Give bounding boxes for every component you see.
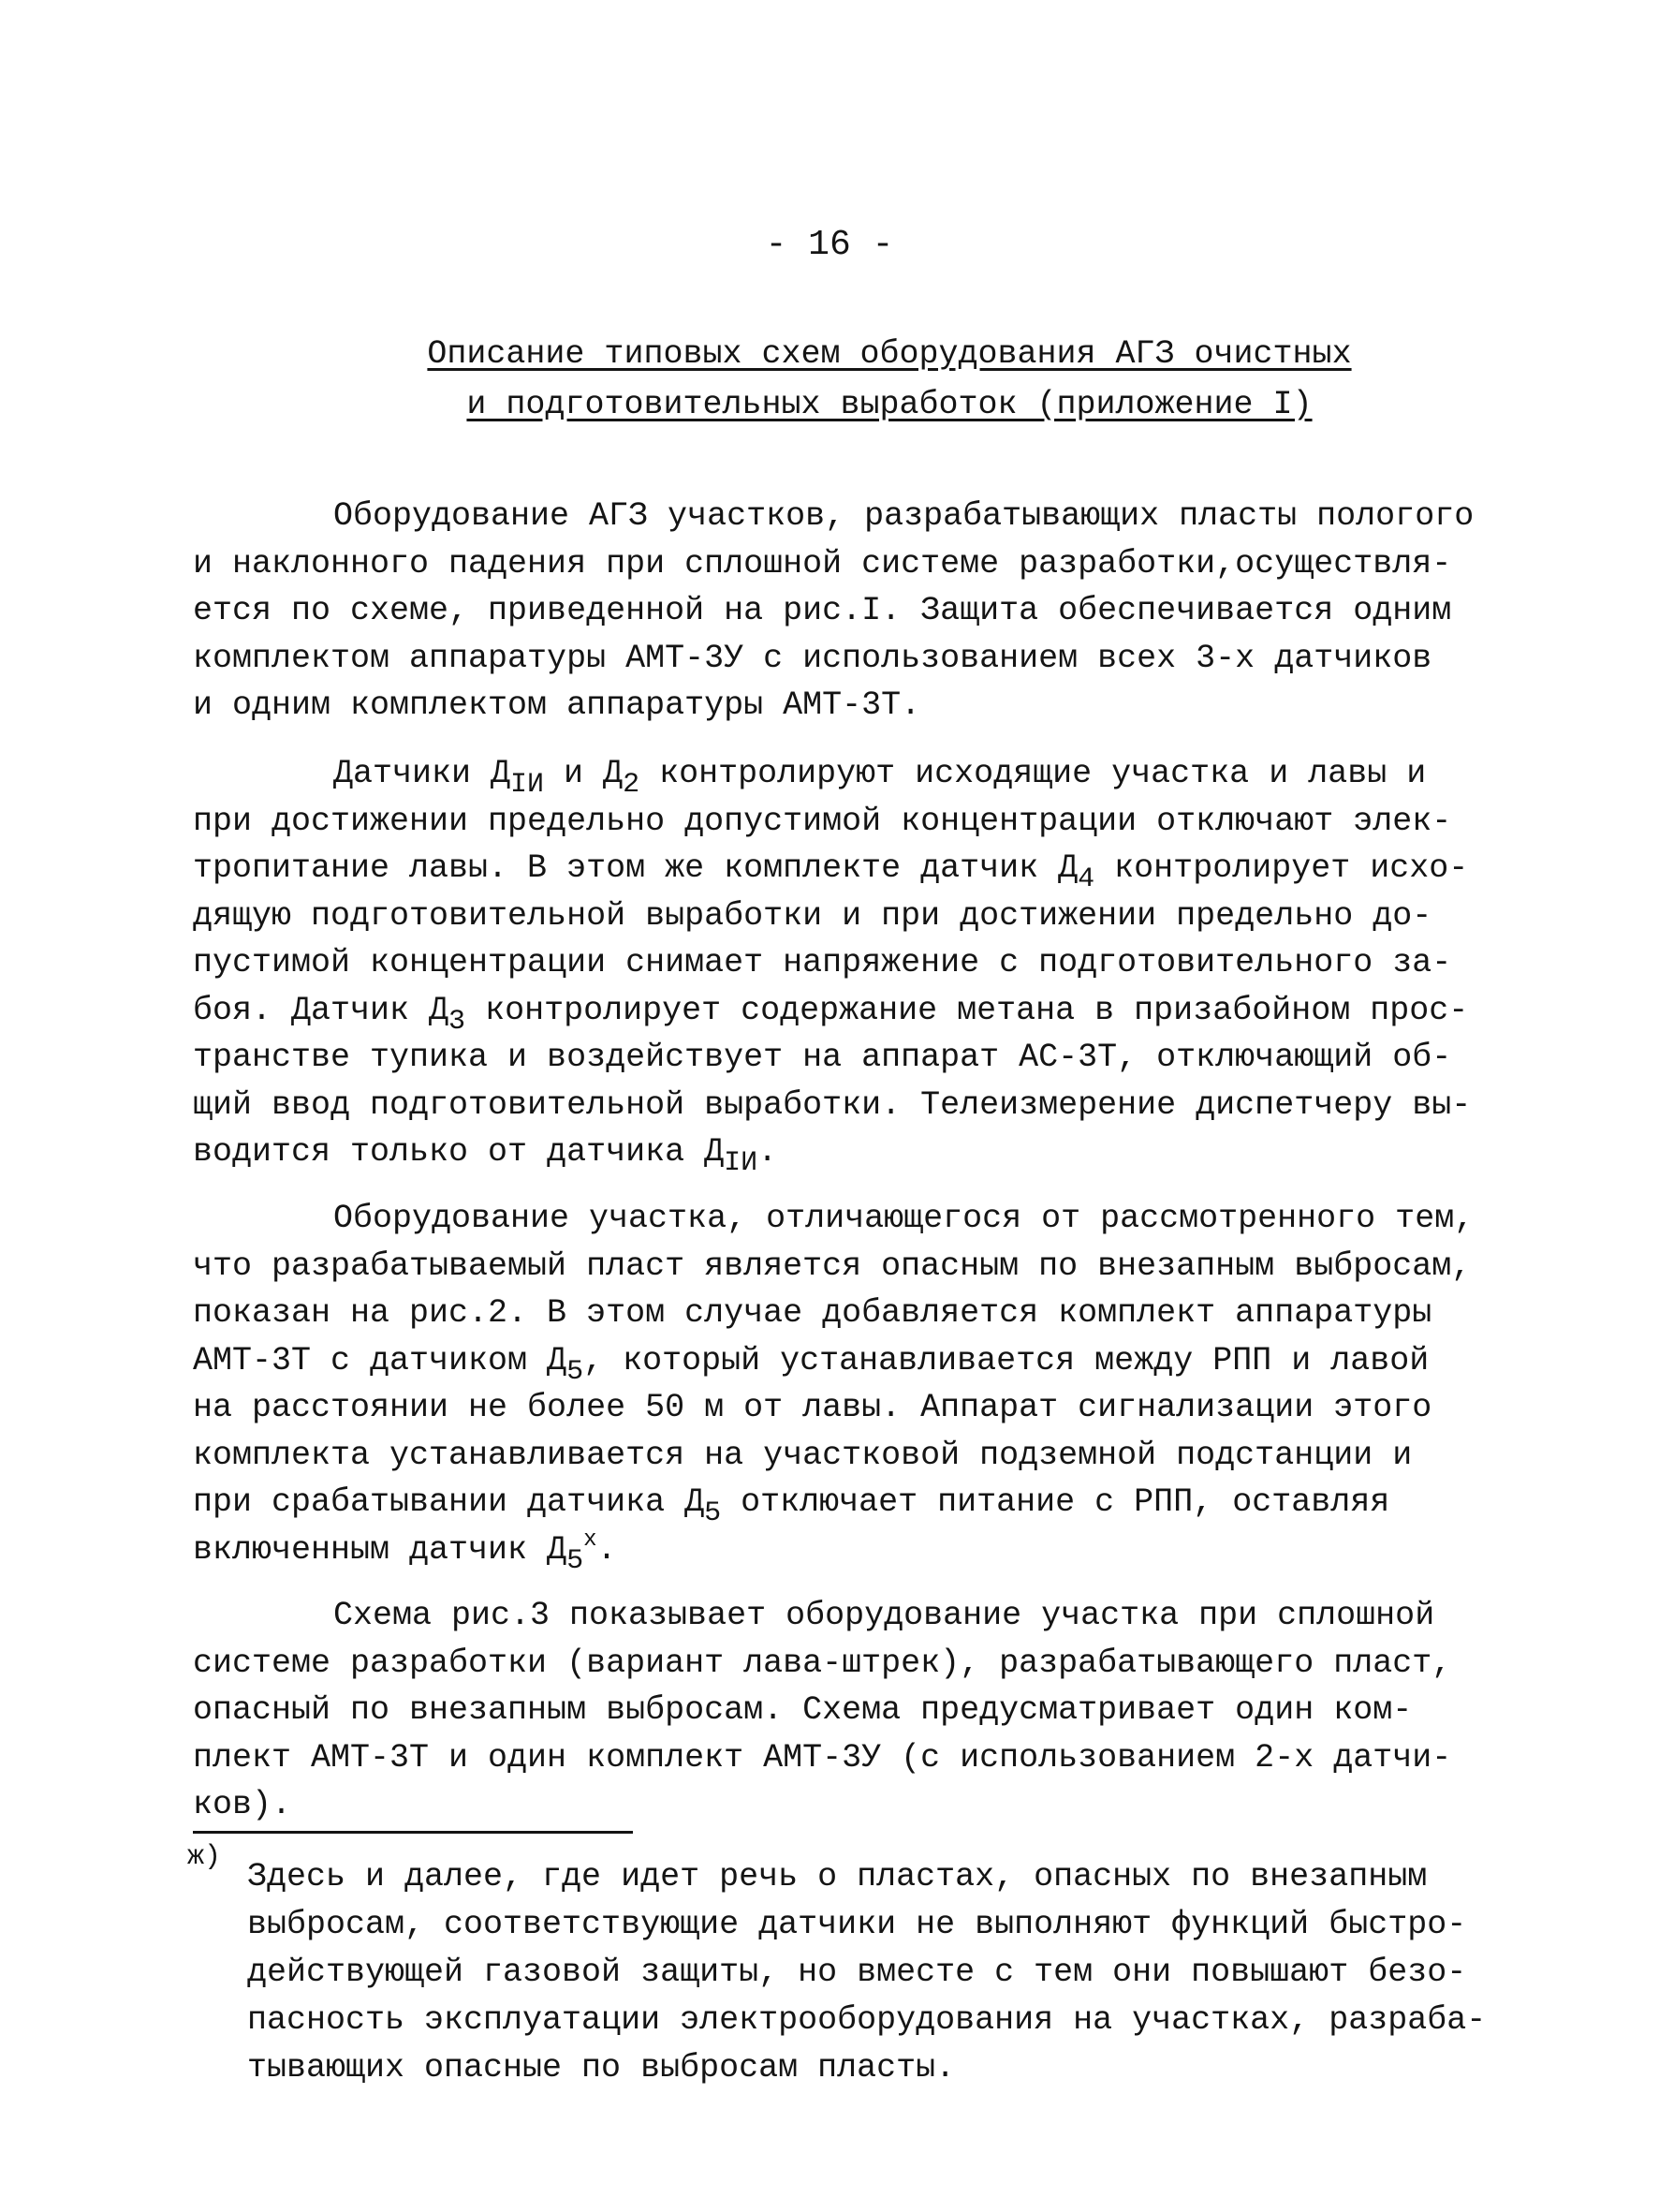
text-line xyxy=(193,1337,1504,1388)
text-run: тропитание лавы. В этом же комплекте датчик Д xyxy=(193,849,1079,887)
text-line: Оборудование АГЗ участков, разрабатывающих пласты пологого xyxy=(333,497,1475,535)
text-line xyxy=(193,845,1504,895)
footnote-reference: х xyxy=(583,1526,597,1553)
text-line: щий ввод подготовительной выработки. Телеизмерение диспетчеру вы- xyxy=(193,1085,1472,1124)
text-run: контролирует содержание метана в призабойном прос- xyxy=(465,991,1469,1029)
subscript: 3 xyxy=(448,1005,466,1038)
text-line xyxy=(193,1526,1504,1577)
text-line: показан на рис.2. В этом случае добавляется комплект аппаратуры xyxy=(193,1294,1432,1332)
text-line: транстве тупика и воздействует на аппарат АС-3Т, отключающий об- xyxy=(193,1039,1452,1076)
subscript: 5 xyxy=(566,1544,584,1577)
text-line: плект АМТ-3Т и один комплект АМТ-3У (с использованием 2-х датчи- xyxy=(193,1738,1452,1777)
heading-line-1: Описание типовых схем оборудования АГЗ очистных xyxy=(427,335,1352,373)
text-line: пустимой концентрации снимает напряжение с подготовительного за- xyxy=(193,944,1452,981)
text-line xyxy=(193,1128,1504,1179)
text-line: и одним комплектом аппаратуры АМТ-3Т. xyxy=(193,686,921,724)
text-run: боя. Датчик Д xyxy=(193,991,449,1029)
footnote xyxy=(247,1853,1558,2092)
text-run: , который устанавливается между РПП и лавой xyxy=(583,1341,1430,1379)
footnote-marker: ж) xyxy=(187,1841,222,1873)
text-line: на расстоянии не более 50 м от лавы. Аппарат сигнализации этого xyxy=(193,1389,1432,1426)
text-line: Схема рис.3 показывает оборудование участка при сплошной xyxy=(333,1597,1435,1634)
text-run: контролируют исходящие участка и лавы и xyxy=(639,755,1427,792)
text-line: комплектом аппаратуры АМТ-3У с использованием всех 3-х датчиков xyxy=(193,639,1432,677)
subscript: IИ xyxy=(510,769,545,801)
heading-line-2: и подготовительных выработок (приложение I) xyxy=(466,386,1313,423)
paragraph-4 xyxy=(193,1592,1504,1829)
footnote-line: выбросам, соответствующие датчики не выполняют функций быстро- xyxy=(247,1906,1467,1943)
footnote-line: тывающих опасные по выбросам пласты. xyxy=(247,2049,956,2087)
footnote-divider xyxy=(193,1831,633,1834)
text-run: водится только от датчика Д xyxy=(193,1133,725,1171)
text-run: . xyxy=(596,1530,617,1569)
subscript: 5 xyxy=(566,1355,584,1388)
text-line xyxy=(193,1479,1504,1529)
paragraph-3 xyxy=(193,1195,1504,1577)
text-run: при срабатывании датчика Д xyxy=(193,1483,705,1521)
text-run: АМТ-3Т с датчиком Д xyxy=(193,1341,567,1379)
text-line: ется по схеме, приведенной на рис.I. Защита обеспечивается одним xyxy=(193,592,1452,629)
text-run: и Д xyxy=(544,755,624,792)
paragraph-2 xyxy=(193,750,1504,1179)
text-line: что разрабатываемый пласт является опасным по внезапным выбросам, xyxy=(193,1246,1472,1285)
footnote-line: действующей газовой защиты, но вместе с тем они повышают безо- xyxy=(247,1954,1467,1991)
subscript: 2 xyxy=(623,769,640,801)
text-line xyxy=(193,987,1504,1038)
text-run: Датчики Д xyxy=(333,755,511,792)
subscript: 5 xyxy=(704,1497,722,1529)
text-line: комплекта устанавливается на участковой подземной подстанции и xyxy=(193,1436,1413,1474)
text-line: Оборудование участка, отличающегося от рассмотренного тем, xyxy=(333,1200,1475,1237)
text-line: при достижении предельно допустимой концентрации отключают элек- xyxy=(193,802,1452,840)
text-run: включенным датчик Д xyxy=(193,1530,567,1569)
text-line: дящую подготовительной выработки и при достижении предельно до- xyxy=(193,896,1432,935)
text-line: системе разработки (вариант лава-штрек), разрабатывающего пласт, xyxy=(193,1644,1452,1682)
text-run: . xyxy=(757,1133,778,1171)
subscript: 4 xyxy=(1078,863,1095,895)
text-line: опасный по внезапным выбросам. Схема предусматривает один ком- xyxy=(193,1691,1413,1729)
text-run: контролирует исхо- xyxy=(1094,849,1469,887)
subscript: IИ xyxy=(724,1147,758,1179)
text-line: и наклонного падения при сплошной системе разработки,осуществля- xyxy=(193,544,1452,582)
text-line xyxy=(193,750,1504,801)
text-line: ков). xyxy=(193,1786,292,1823)
page-number: - 16 - xyxy=(765,225,894,265)
text-run: отключает питание с РПП, оставляя xyxy=(721,1483,1390,1521)
paragraph-1 xyxy=(193,493,1504,730)
footnote-line: Здесь и далее, где идет речь о пластах, опасных по внезапным xyxy=(247,1858,1428,1895)
footnote-line: пасность эксплуатации электрооборудования на участках, разраба- xyxy=(247,2001,1487,2039)
